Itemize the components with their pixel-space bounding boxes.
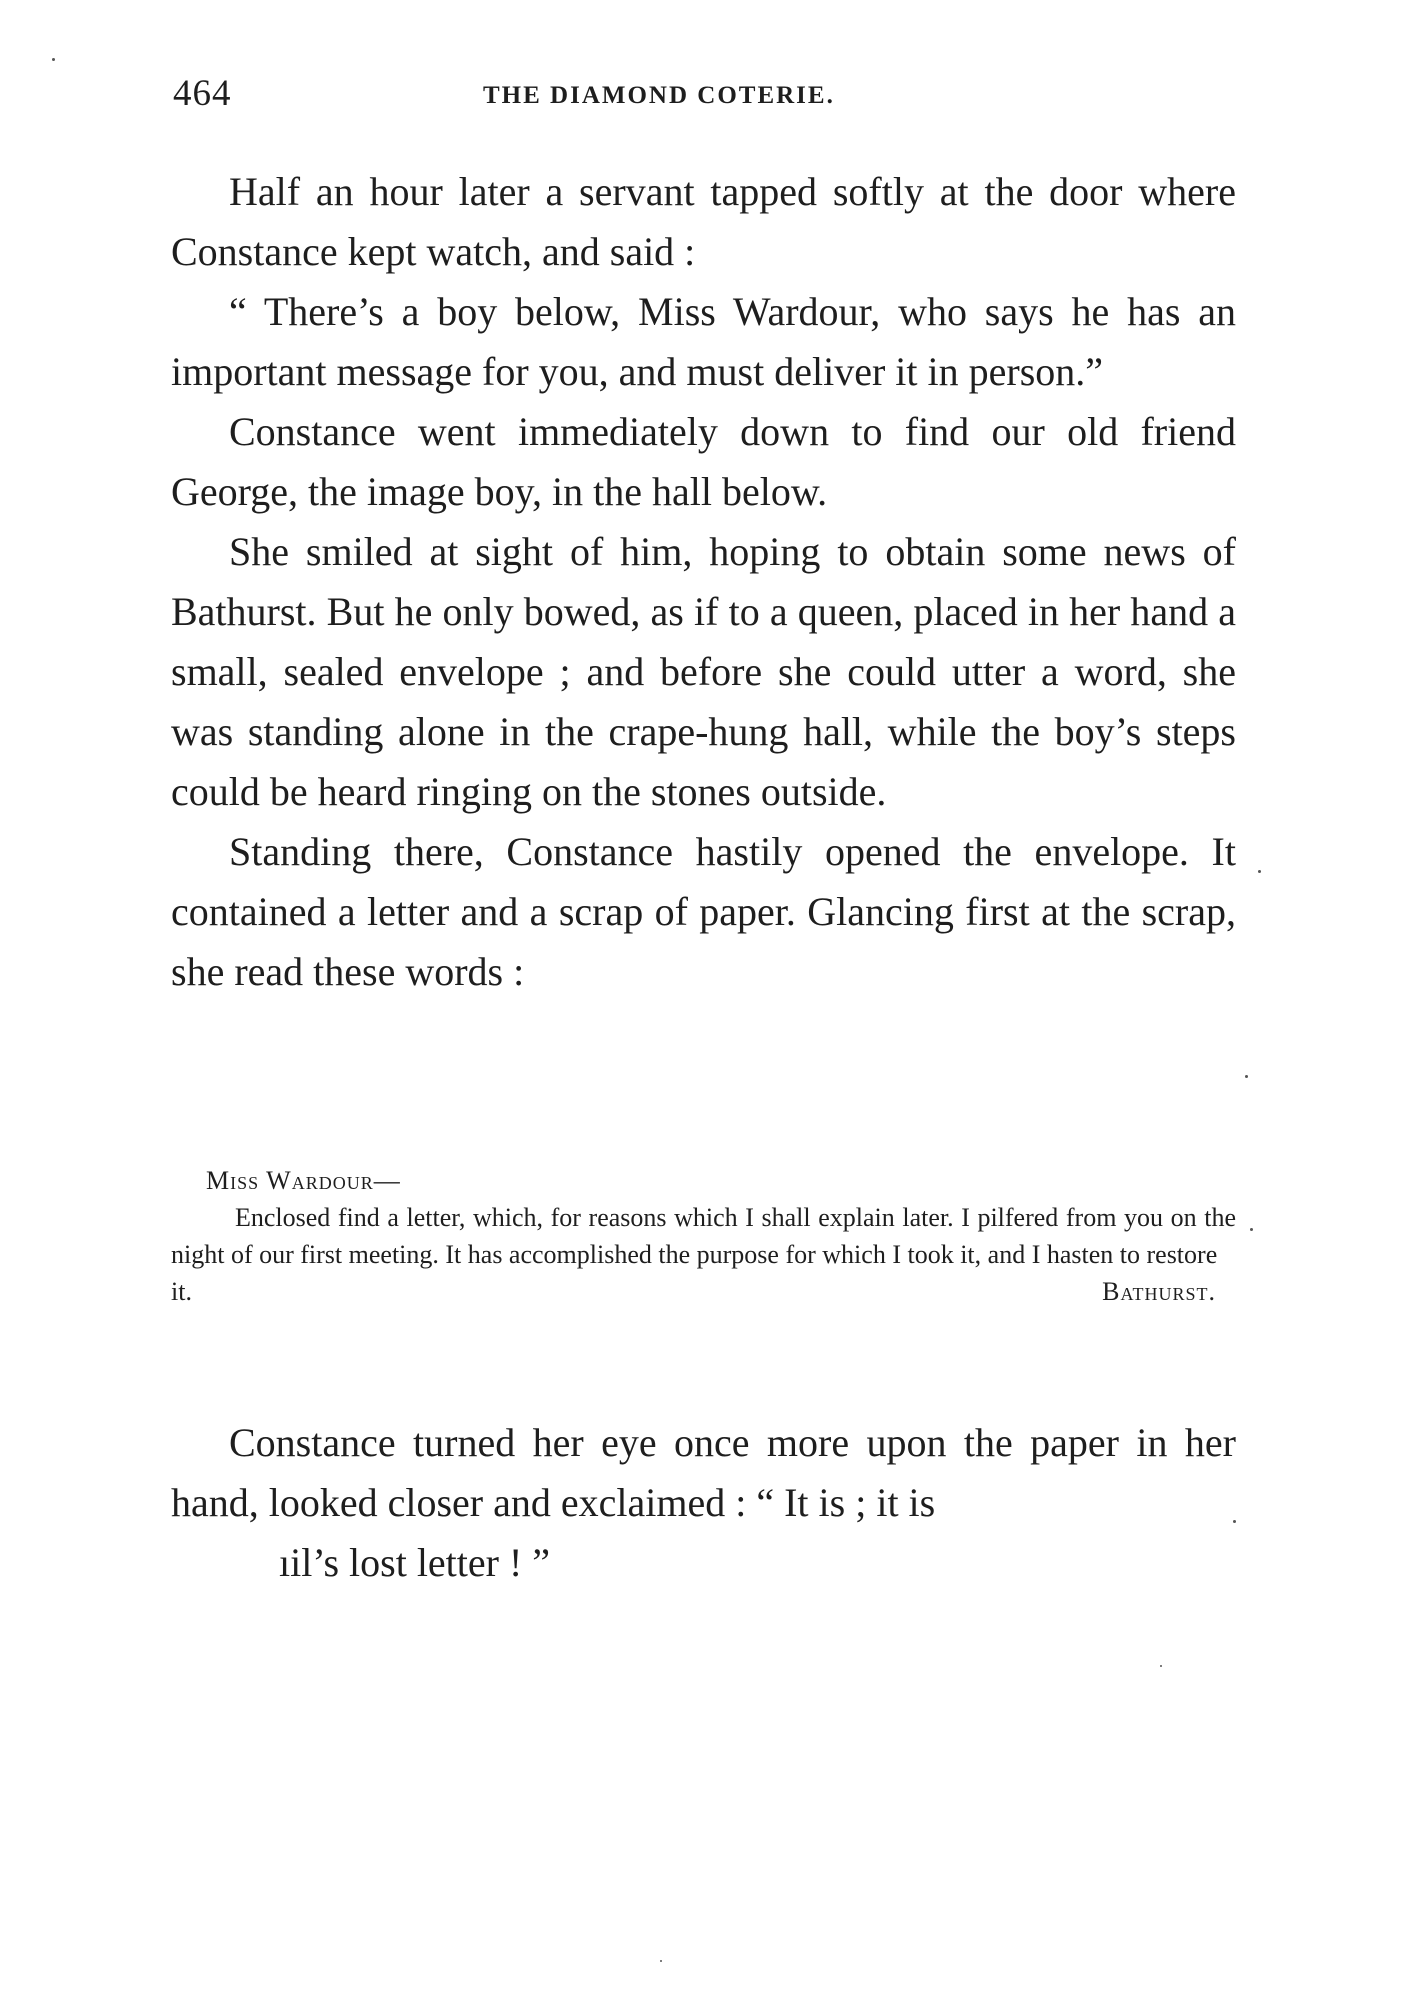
letter-salutation: Miss Wardour— [206,1166,401,1195]
paragraph: Half an hour later a servant tapped softly at the door where Constance kept watch, and said : [171,169,1236,274]
letter-signature: Bathurst. [1102,1277,1216,1306]
paragraph: She smiled at sight of him, hoping to obtain some news of Bathurst. But he only bowed, as if to a queen, placed in her hand a small, sealed envelope ; and before she could utter a word, she was standing alone in the crape-hung hall, while the boy’s steps could be heard ringing on the stones outside. [171,529,1236,814]
cut-off-line: ıil’s lost letter ! ” [279,1540,551,1585]
running-head [173,72,1236,122]
paragraph: “ There’s a boy below, Miss Wardour, who says he has an important message for you, and must deliver it in person.” [171,289,1236,394]
scan-speck [52,58,55,61]
scan-speck [1245,1075,1248,1078]
scan-speck [1233,1520,1236,1523]
letter-last-word: it. [171,1277,192,1306]
closing-text [171,1413,1236,1593]
paragraph: Constance turned her eye once more upon the paper in her hand, looked closer and exclaimed : “ It is ; it is [171,1420,1236,1525]
page-number: 464 [173,73,232,114]
scan-speck [1258,870,1261,873]
body-text [171,162,1236,1002]
scan-speck [660,1960,662,1962]
letter-body: Enclosed find a letter, which, for reasons which I shall explain later. I pilfered from you on the night of our first meeting. It has accomplished the purpose for which I took it, and I hasten to restore [171,1203,1236,1269]
running-title: THE DIAMOND COTERIE. [483,82,835,109]
paragraph: Constance went immediately down to find our old friend George, the image boy, in the hall below. [171,409,1236,514]
quoted-letter [171,1162,1236,1310]
paragraph: Standing there, Constance hastily opened the envelope. It contained a letter and a scrap of paper. Glancing first at the scrap, she read these words : [171,829,1236,994]
letter-signature-line [171,1273,1236,1310]
scan-speck [1160,1665,1162,1667]
scan-speck [1250,1228,1253,1231]
